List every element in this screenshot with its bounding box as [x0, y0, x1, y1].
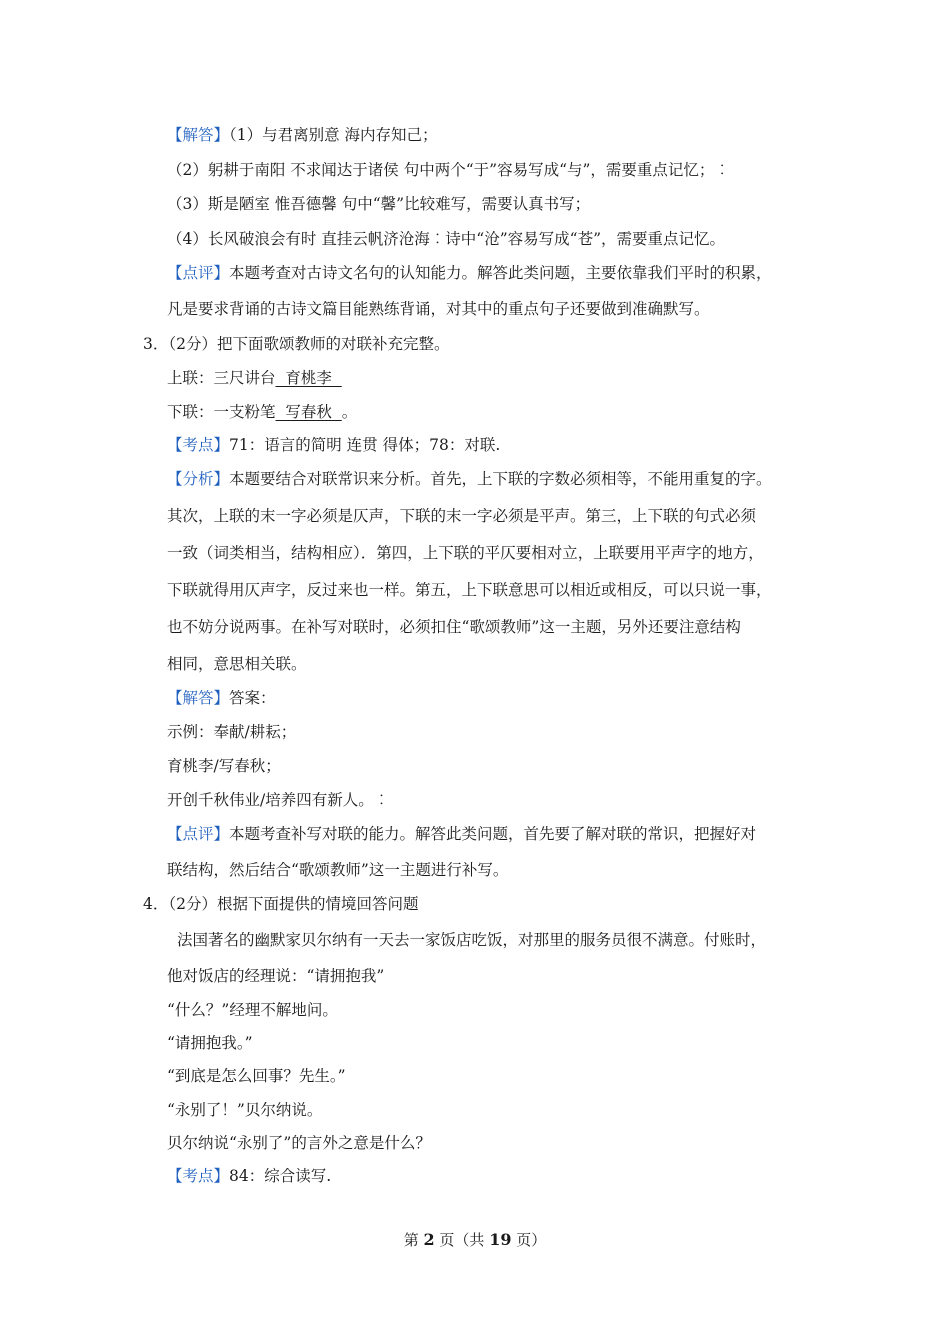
comment-line-q3-1: 【点评】本题考查补写对联的能力。解答此类问题，首先要了解对联的常识，把握好对 [167, 825, 757, 843]
story-line-5: “到底是怎么回事？先生。” [167, 1067, 346, 1085]
example-line-2: 育桃李/写春秋； [167, 757, 281, 775]
answer-line-4: （4）长风破浪会有时 直挂云帆济沧海︰诗中“沧”容易写成“苍”，需要重点记忆。 [167, 230, 725, 248]
total-pages: 19 [489, 1230, 512, 1249]
story-line-4: “请拥抱我。” [167, 1034, 253, 1052]
comment-line-q3-2: 联结构，然后结合“歌颂教师”这一主题进行补写。 [167, 861, 509, 879]
story-line-1: 法国著名的幽默家贝尔纳有一天去一家饭店吃饭，对那里的服务员很不满意。付账时， [177, 931, 767, 949]
analysis-tag: 【分析】 [167, 470, 230, 488]
answer-line-2: （2）躬耕于南阳 不求闻达于诸侯 句中两个“于”容易写成“与”，需要重点记忆；︰ [167, 161, 730, 179]
kaodian-tag: 【考点】 [167, 436, 230, 454]
story-question: 贝尔纳说“永别了”的言外之意是什么？ [167, 1134, 431, 1152]
question-3: 3．（2分）把下面歌颂教师的对联补充完整。 [143, 335, 450, 353]
comment-tag: 【点评】 [167, 264, 230, 282]
analysis-line-2: 其次，上联的末一字必须是仄声，下联的末一字必须是平声。第三，上下联的句式必须 [167, 507, 757, 525]
story-line-3: “什么？”经理不解地问。 [167, 1001, 338, 1019]
comment-line-2: 凡是要求背诵的古诗文篇目能熟练背诵，对其中的重点句子还要做到准确默写。 [167, 300, 710, 318]
couplet-lower: 下联：一支粉笔 写春秋 。 [167, 403, 358, 421]
couplet-upper-answer: 育桃李 [275, 369, 342, 387]
couplet-upper: 上联：三尺讲台 育桃李 [167, 369, 342, 387]
analysis-line-3: 一致（词类相当，结构相应）．第四，上下联的平仄要相对立，上联要用平声字的地方， [167, 544, 764, 562]
example-line-3: 开创千秋伟业/培养四有新人。︰ [167, 791, 390, 809]
answer-tag: 【解答】 [167, 126, 230, 144]
story-line-6: “永别了！”贝尔纳说。 [167, 1101, 323, 1119]
answer-line-1: 【解答】（1）与君离别意 海内存知己； [167, 126, 438, 144]
answer-tag: 【解答】 [167, 689, 230, 707]
page-footer: 第 2 页（共 19 页） [403, 1230, 547, 1249]
comment-line-1: 【点评】本题考查对古诗文名句的认知能力。解答此类问题，主要依靠我们平时的积累， [167, 264, 772, 282]
example-line-1: 示例：奉献/耕耘； [167, 723, 297, 741]
question-4: 4．（2分）根据下面提供的情境回答问题 [143, 895, 419, 913]
kaodian-line-3: 【考点】71：语言的简明 连贯 得体；78：对联. [167, 436, 501, 454]
analysis-line-1: 【分析】本题要结合对联常识来分析。首先，上下联的字数必须相等，不能用重复的字。 [167, 470, 772, 488]
answer-line-q3: 【解答】答案： [167, 689, 276, 707]
answer-line-3: （3）斯是陋室 惟吾德馨 句中“馨”比较难写，需要认真书写； [167, 195, 591, 213]
page-number: 2 [423, 1230, 435, 1249]
analysis-line-5: 也不妨分说两事。在补写对联时，必须扣住“歌颂教师”这一主题，另外还要注意结构 [167, 618, 741, 636]
story-line-2: 他对饭店的经理说：“请拥抱我” [167, 967, 385, 985]
analysis-line-4: 下联就得用仄声字，反过来也一样。第五，上下联意思可以相近或相反，可以只说一事， [167, 581, 772, 599]
analysis-line-6: 相同，意思相关联。 [167, 655, 307, 673]
comment-tag: 【点评】 [167, 825, 230, 843]
kaodian-tag: 【考点】 [167, 1167, 230, 1185]
couplet-lower-answer: 写春秋 [275, 403, 342, 421]
kaodian-line-4: 【考点】84：综合读写. [167, 1167, 332, 1185]
